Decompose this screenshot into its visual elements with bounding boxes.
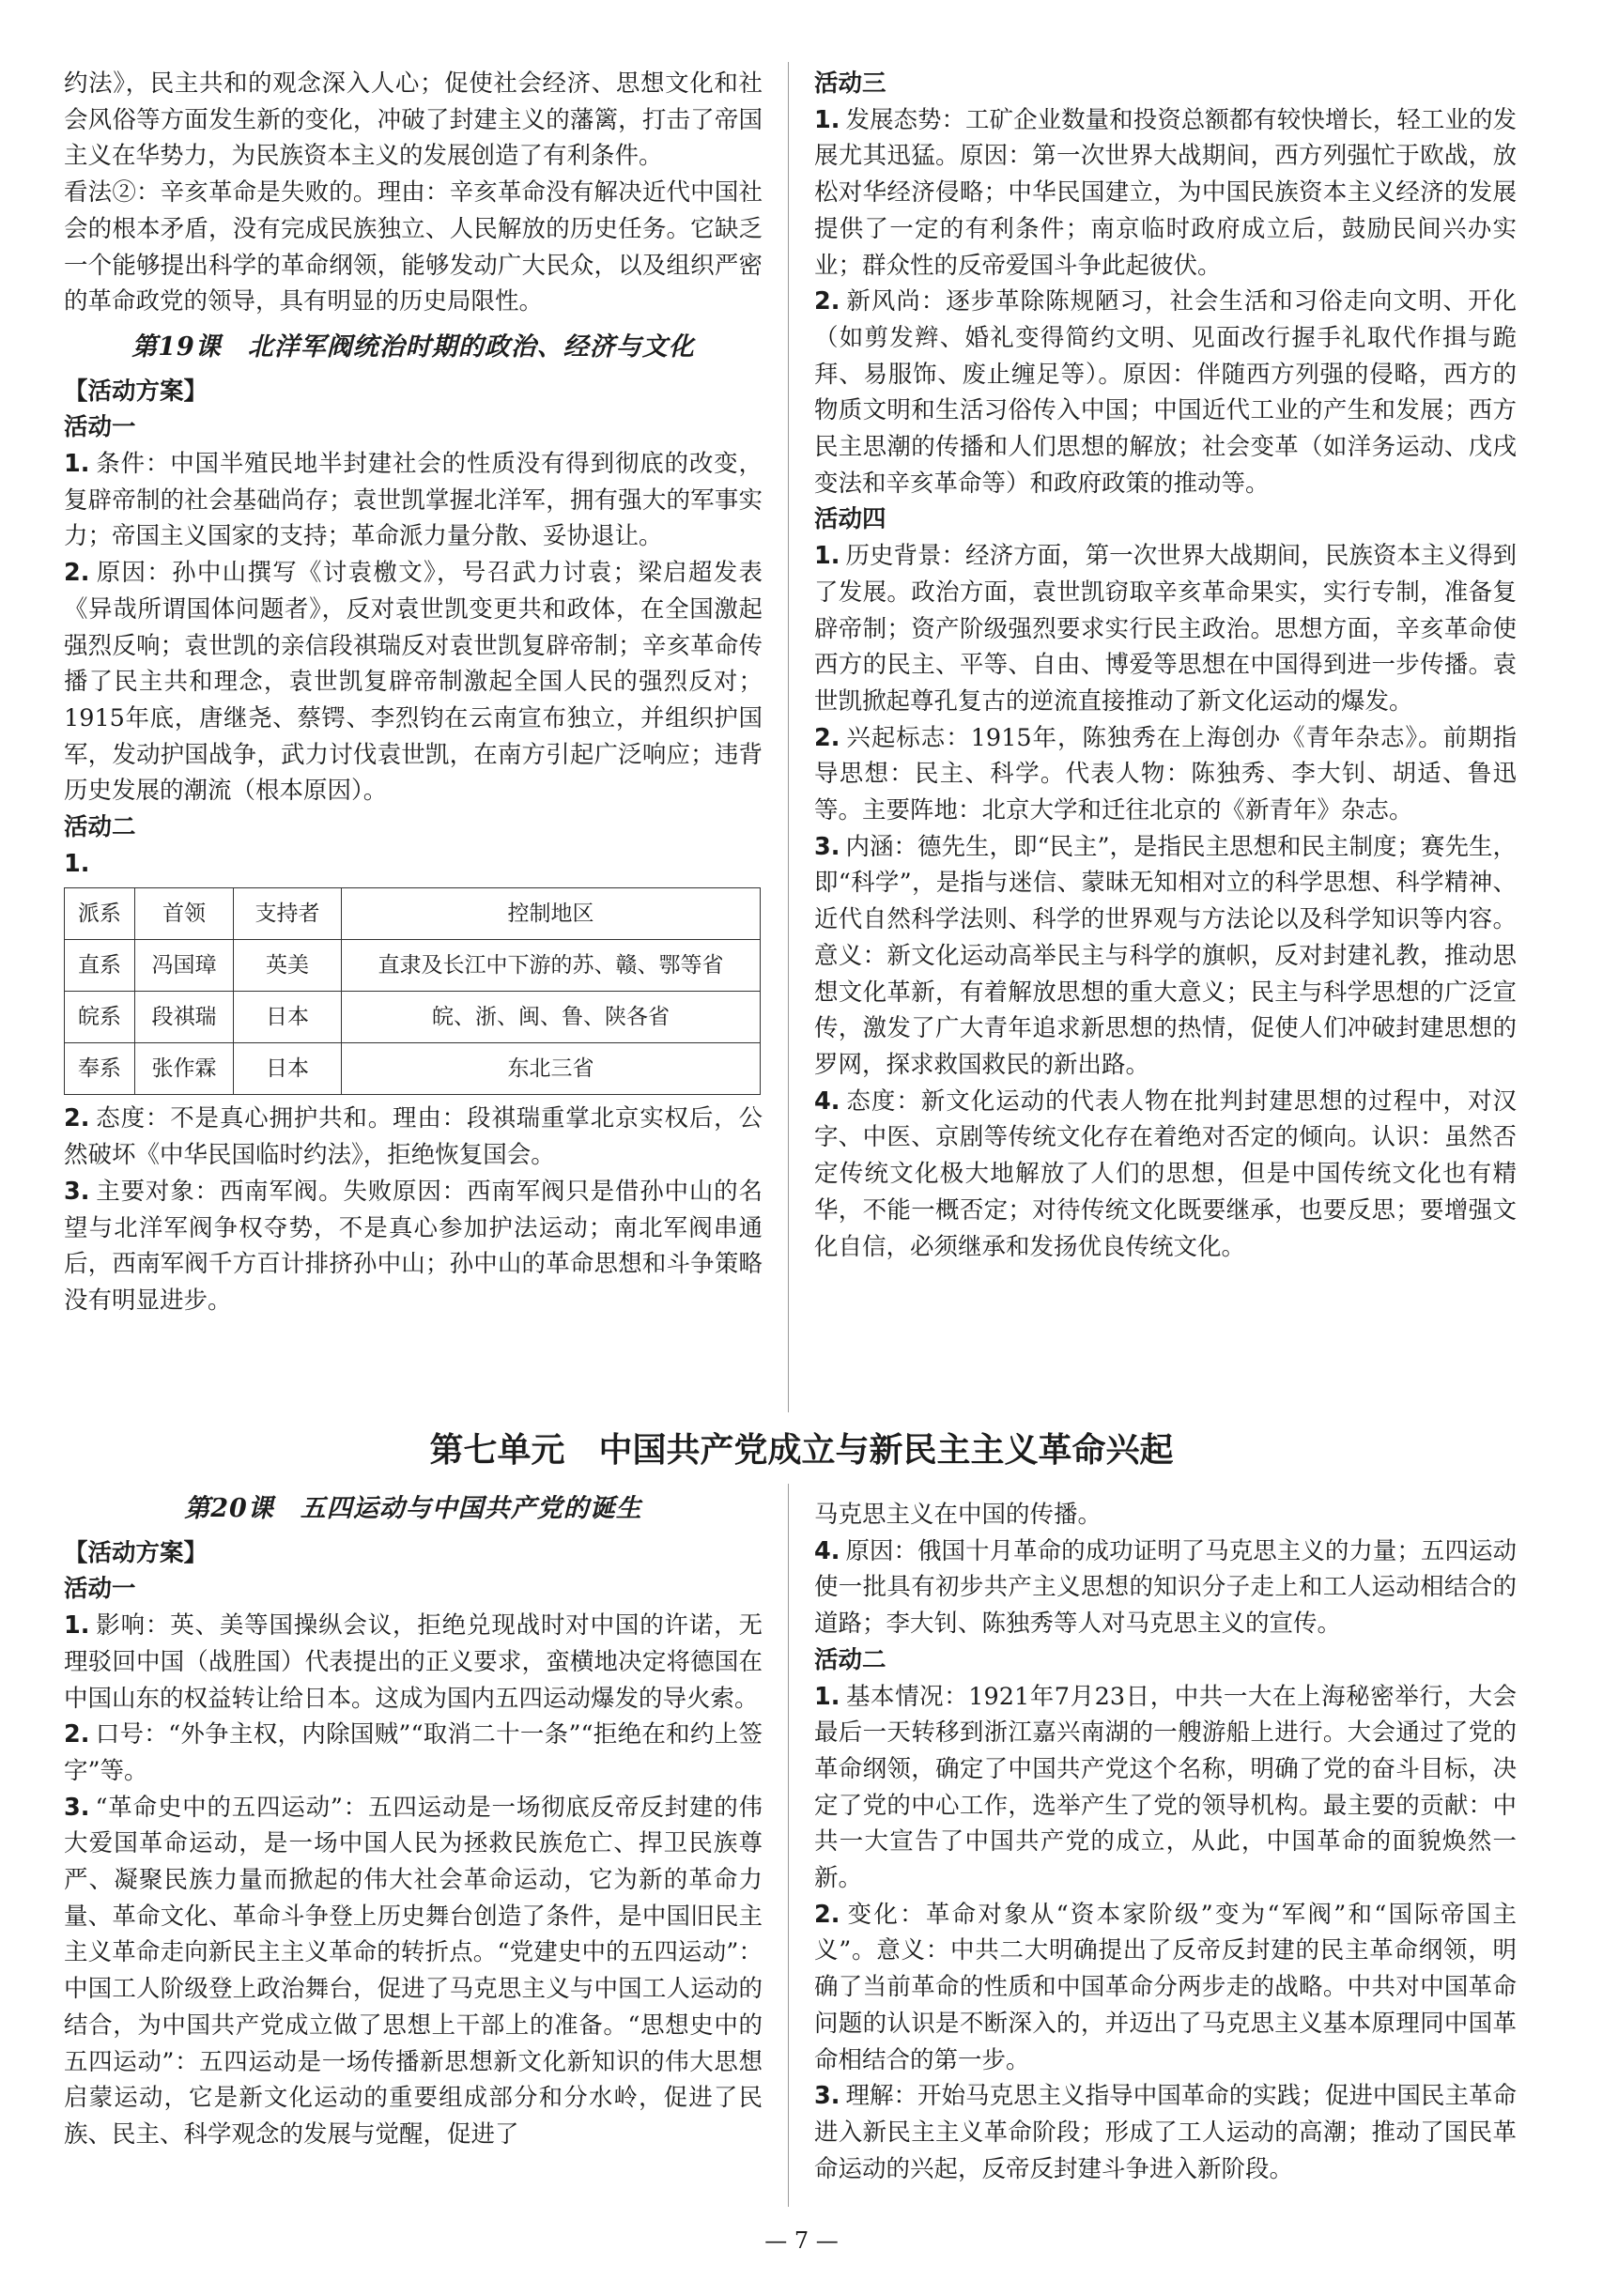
item-number: 3. <box>64 1793 90 1822</box>
activity-1-heading: 活动一 <box>64 1575 136 1604</box>
item-number: 2. <box>814 723 840 752</box>
item-text: 发展态势：工矿企业数量和投资总额都有较快增长，轻工业的发展尤其迅猛。原因：第一次世界大战期间，西方列强忙于欧战，放松对华经济侵略；中华民国建立，为中国民族资本主义经济的发展提供了一定的有利条件；南京临时政府成立后，鼓励民间兴办实业；群众性的反帝爱国斗争此起彼伏。 <box>814 105 1517 280</box>
left-column-top <box>64 66 763 1319</box>
table-row <box>65 992 761 1043</box>
list-item <box>814 1084 1517 1266</box>
item-number: 1. <box>814 105 840 134</box>
item-text: 历史背景：经济方面，第一次世界大战期间，民族资本主义得到了发展。政治方面，袁世凯窃取辛亥革命果实，实行专制，准备复辟帝制；资产阶级强烈要求实行民主政治。思想方面，辛亥革命使西方的民主、平等、自由、博爱等思想在中国得到进一步传播。袁世凯掀起尊孔复古的逆流直接推动了新文化运动的爆发。 <box>814 542 1517 716</box>
table-cell: 皖系 <box>65 992 135 1043</box>
list-item <box>814 2078 1517 2187</box>
lesson-19-title: 第19课 北洋军阀统治时期的政治、经济与文化 <box>131 331 695 362</box>
item-number: 2. <box>814 1900 840 1929</box>
table-cell: 直隶及长江中下游的苏、赣、鄂等省 <box>342 940 761 992</box>
activity-plan-heading: 【活动方案】 <box>64 1538 208 1567</box>
table-cell: 日本 <box>234 1043 342 1095</box>
item-number: 2. <box>64 559 90 588</box>
item-text: 原因：孙中山撰写《讨袁檄文》，号召武力讨袁；梁启超发表《异哉所谓国体问题者》，反对袁世凯变更共和政体，在全国激起强烈反响；袁世凯的亲信段祺瑞反对袁世凯复辟帝制；辛亥革命传播了民主共和理念，袁世凯复辟帝制激起全国人民的强烈反对；1915年底，唐继尧、蔡锷、李烈钧在云南宣布独立，并组织护国军，发动护国战争，武力讨伐袁世凯，在南方引起广泛响应；违背历史发展的潮流（根本原因）。 <box>64 559 763 806</box>
table-row <box>65 1043 761 1095</box>
unit-title: 第七单元 中国共产党成立与新民主主义革命兴起 <box>429 1430 1174 1470</box>
list-item <box>64 1717 763 1789</box>
activity-3-heading: 活动三 <box>814 69 886 98</box>
item-text: 态度：不是真心拥护共和。理由：段祺瑞重掌北京实权后，公然破坏《中华民国临时约法》，拒绝恢复国会。 <box>64 1104 763 1170</box>
table-cell: 冯国璋 <box>135 940 234 992</box>
right-column-top <box>814 66 1517 1265</box>
right-column-bottom <box>814 1497 1517 2187</box>
activity-1-heading: 活动一 <box>64 413 136 442</box>
item-text: 变化：革命对象从“资本家阶级”变为“军阀”和“国际帝国主义”。意义：中共二大明确提出了反帝反封建的民主革命纲领，明确了当前革命的性质和中国革命分两步走的战略。中共对中国革命问题的认识是不断深入的，并迈出了马克思主义基本原理同中国革命相结合的第一步。 <box>814 1900 1517 2074</box>
item-number: 1. <box>64 849 90 878</box>
item-number: 1. <box>64 450 90 479</box>
continuation-text: 马克思主义在中国的传播。 <box>814 1501 1102 1529</box>
table-cell: 英美 <box>234 940 342 992</box>
list-item <box>814 829 1517 1084</box>
item-number: 1. <box>814 542 840 571</box>
column-divider-bottom <box>788 1484 789 2207</box>
activity-2-heading: 活动二 <box>64 813 136 842</box>
list-item <box>64 1174 763 1319</box>
list-item <box>64 555 763 809</box>
item-text: 态度：新文化运动的代表人物在批判封建思想的过程中，对汉字、中医、京剧等传统文化存在着绝对否定的倾向。认识：虽然否定传统文化极大地解放了人们的思想，但是中国传统文化也有精华，不能一概否定；对待传统文化既要继承，也要反思；要增强文化自信，必须继承和发扬优良传统文化。 <box>814 1086 1517 1261</box>
table-cell: 直系 <box>65 940 135 992</box>
item-number: 2. <box>814 287 840 316</box>
column-divider-top <box>788 62 789 1412</box>
item-text: 原因：俄国十月革命的成功证明了马克思主义的力量；五四运动使一批具有初步共产主义思想的知识分子走上和工人运动相结合的道路；李大钊、陈独秀等人对马克思主义的宣传。 <box>814 1536 1517 1639</box>
lesson-20-title: 第20课 五四运动与中国共产党的诞生 <box>184 1494 642 1523</box>
intro-paragraph: 约法》，民主共和的观念深入人心；促使社会经济、思想文化和社会风俗等方面发生新的变化，冲破了封建主义的藩篱，打击了帝国主义在华势力，为民族资本主义的发展创造了有利条件。 <box>64 69 763 171</box>
list-item <box>814 284 1517 501</box>
activity-4-heading: 活动四 <box>814 505 886 534</box>
list-item <box>814 102 1517 285</box>
list-item <box>64 1790 763 2153</box>
activity-2-heading: 活动二 <box>814 1645 886 1674</box>
list-item <box>814 720 1517 829</box>
item-text: 新风尚：逐步革除陈规陋习，社会生活和习俗走向文明、开化（如剪发辫、婚礼变得简约文明、见面改行握手礼取代作揖与跪拜、易服饰、废止缠足等）。原因：伴随西方列强的侵略，西方的物质文明和生活习俗传入中国；中国近代工业的产生和发展；西方民主思潮的传播和人们思想的解放；社会变革（如洋务运动、戊戌变法和辛亥革命等）和政府政策的推动等。 <box>814 287 1517 498</box>
list-item <box>64 846 763 883</box>
table-row <box>65 940 761 992</box>
item-number: 3. <box>814 832 840 861</box>
table-header-cell: 控制地区 <box>342 888 761 940</box>
list-item <box>814 538 1517 720</box>
item-text: 理解：开始马克思主义指导中国革命的实践；促进中国民主革命进入新民主主义革命阶段；形成了工人运动的高潮；推动了国民革命运动的兴起，反帝反封建斗争进入新阶段。 <box>814 2082 1517 2183</box>
warlord-table <box>64 887 761 1095</box>
item-text: 条件：中国半殖民地半封建社会的性质没有得到彻底的改变，复辟帝制的社会基础尚存；袁世凯掌握北洋军，拥有强大的军事实力；帝国主义国家的支持；革命派力量分散、妥协退让。 <box>64 450 763 551</box>
table-cell: 东北三省 <box>342 1043 761 1095</box>
table-cell: 皖、浙、闽、鲁、陕各省 <box>342 992 761 1043</box>
table-cell: 奉系 <box>65 1043 135 1095</box>
activity-plan-heading: 【活动方案】 <box>64 377 208 406</box>
item-number: 2. <box>64 1104 90 1133</box>
table-cell: 段祺瑞 <box>135 992 234 1043</box>
table-header-row <box>65 888 761 940</box>
table-header-cell: 派系 <box>65 888 135 940</box>
item-number: 3. <box>64 1177 90 1206</box>
item-number: 2. <box>64 1720 90 1749</box>
item-text: “革命史中的五四运动”：五四运动是一场彻底反帝反封建的伟大爱国革命运动，是一场中国人民为拯救民族危亡、捍卫民族尊严、凝聚民族力量而掀起的伟大社会革命运动，它为新的革命力量、革命文化、革命斗争登上历史舞台创造了条件，是中国旧民主主义革命走向新民主主义革命的转折点。“党建史中的五四运动”：中国工人阶级登上政治舞台，促进了马克思主义与中国工人运动的结合，为中国共产党成立做了思想上干部上的准备。“思想史中的五四运动”：五四运动是一场传播新思想新文化新知识的伟大思想启蒙运动，它是新文化运动的重要组成部分和分水岭，促进了民族、民主、科学观念的发展与觉醒，促进了 <box>64 1793 763 2149</box>
table-cell: 张作霖 <box>135 1043 234 1095</box>
item-number: 4. <box>814 1536 840 1565</box>
left-column-bottom <box>64 1491 763 2153</box>
intro-paragraph: 看法②：辛亥革命是失败的。理由：辛亥革命没有解决近代中国社会的根本矛盾，没有完成民族独立、人民解放的历史任务。它缺乏一个能够提出科学的革命纲领，能够发动广大民众，以及组织严密的革命政党的领导，具有明显的历史局限性。 <box>64 178 763 316</box>
list-item <box>64 1101 763 1173</box>
item-text: 主要对象：西南军阀。失败原因：西南军阀只是借孙中山的名望与北洋军阀争权夺势，不是真心参加护法运动；南北军阀串通后，西南军阀千方百计排挤孙中山；孙中山的革命思想和斗争策略没有明显进步。 <box>64 1177 763 1315</box>
list-item <box>814 1679 1517 1897</box>
list-item <box>64 1608 763 1717</box>
item-text: 兴起标志：1915年，陈独秀在上海创办《青年杂志》。前期指导思想：民主、科学。代表人物：陈独秀、李大钊、胡适、鲁迅等。主要阵地：北京大学和迁往北京的《新青年》杂志。 <box>814 723 1517 825</box>
item-number: 1. <box>64 1611 90 1641</box>
item-text: 基本情况：1921年7月23日，中共一大在上海秘密举行，大会最后一天转移到浙江嘉兴南湖的一艘游船上进行。大会通过了党的革命纲领，确定了中国共产党这个名称，明确了党的奋斗目标，决定了党的中心工作，选举产生了党的领导机构。最主要的贡献：中共一大宣告了中国共产党的成立，从此，中国革命的面貌焕然一新。 <box>814 1682 1517 1893</box>
table-header-cell: 支持者 <box>234 888 342 940</box>
item-number: 3. <box>814 2082 840 2111</box>
item-number: 1. <box>814 1682 840 1711</box>
item-text: 内涵：德先生，即“民主”，是指民主思想和民主制度；赛先生，即“科学”，是指与迷信、蒙昧无知相对立的科学思想、科学精神、近代自然科学法则、科学的世界观与方法论以及科学知识等内容。意义：新文化运动高举民主与科学的旗帜，反对封建礼教，推动思想文化革新，有着解放思想的重大意义；民主与科学思想的广泛宣传，激发了广大青年追求新思想的热情，促使人们冲破封建思想的罗网，探求救国救民的新出路。 <box>814 832 1518 1079</box>
table-cell: 日本 <box>234 992 342 1043</box>
list-item <box>814 1533 1517 1642</box>
list-item <box>64 446 763 555</box>
table-header-cell: 首领 <box>135 888 234 940</box>
item-number: 4. <box>814 1086 840 1116</box>
item-text: 口号：“外争主权，内除国贼”“取消二十一条”“拒绝在和约上签字”等。 <box>64 1720 763 1785</box>
list-item <box>814 1897 1517 2079</box>
page-number: — 7 — <box>764 2227 839 2254</box>
item-text: 影响：英、美等国操纵会议，拒绝兑现战时对中国的许诺，无理驳回中国（战胜国）代表提出的正义要求，蛮横地决定将德国在中国山东的权益转让给日本。这成为国内五四运动爆发的导火索。 <box>64 1611 763 1713</box>
